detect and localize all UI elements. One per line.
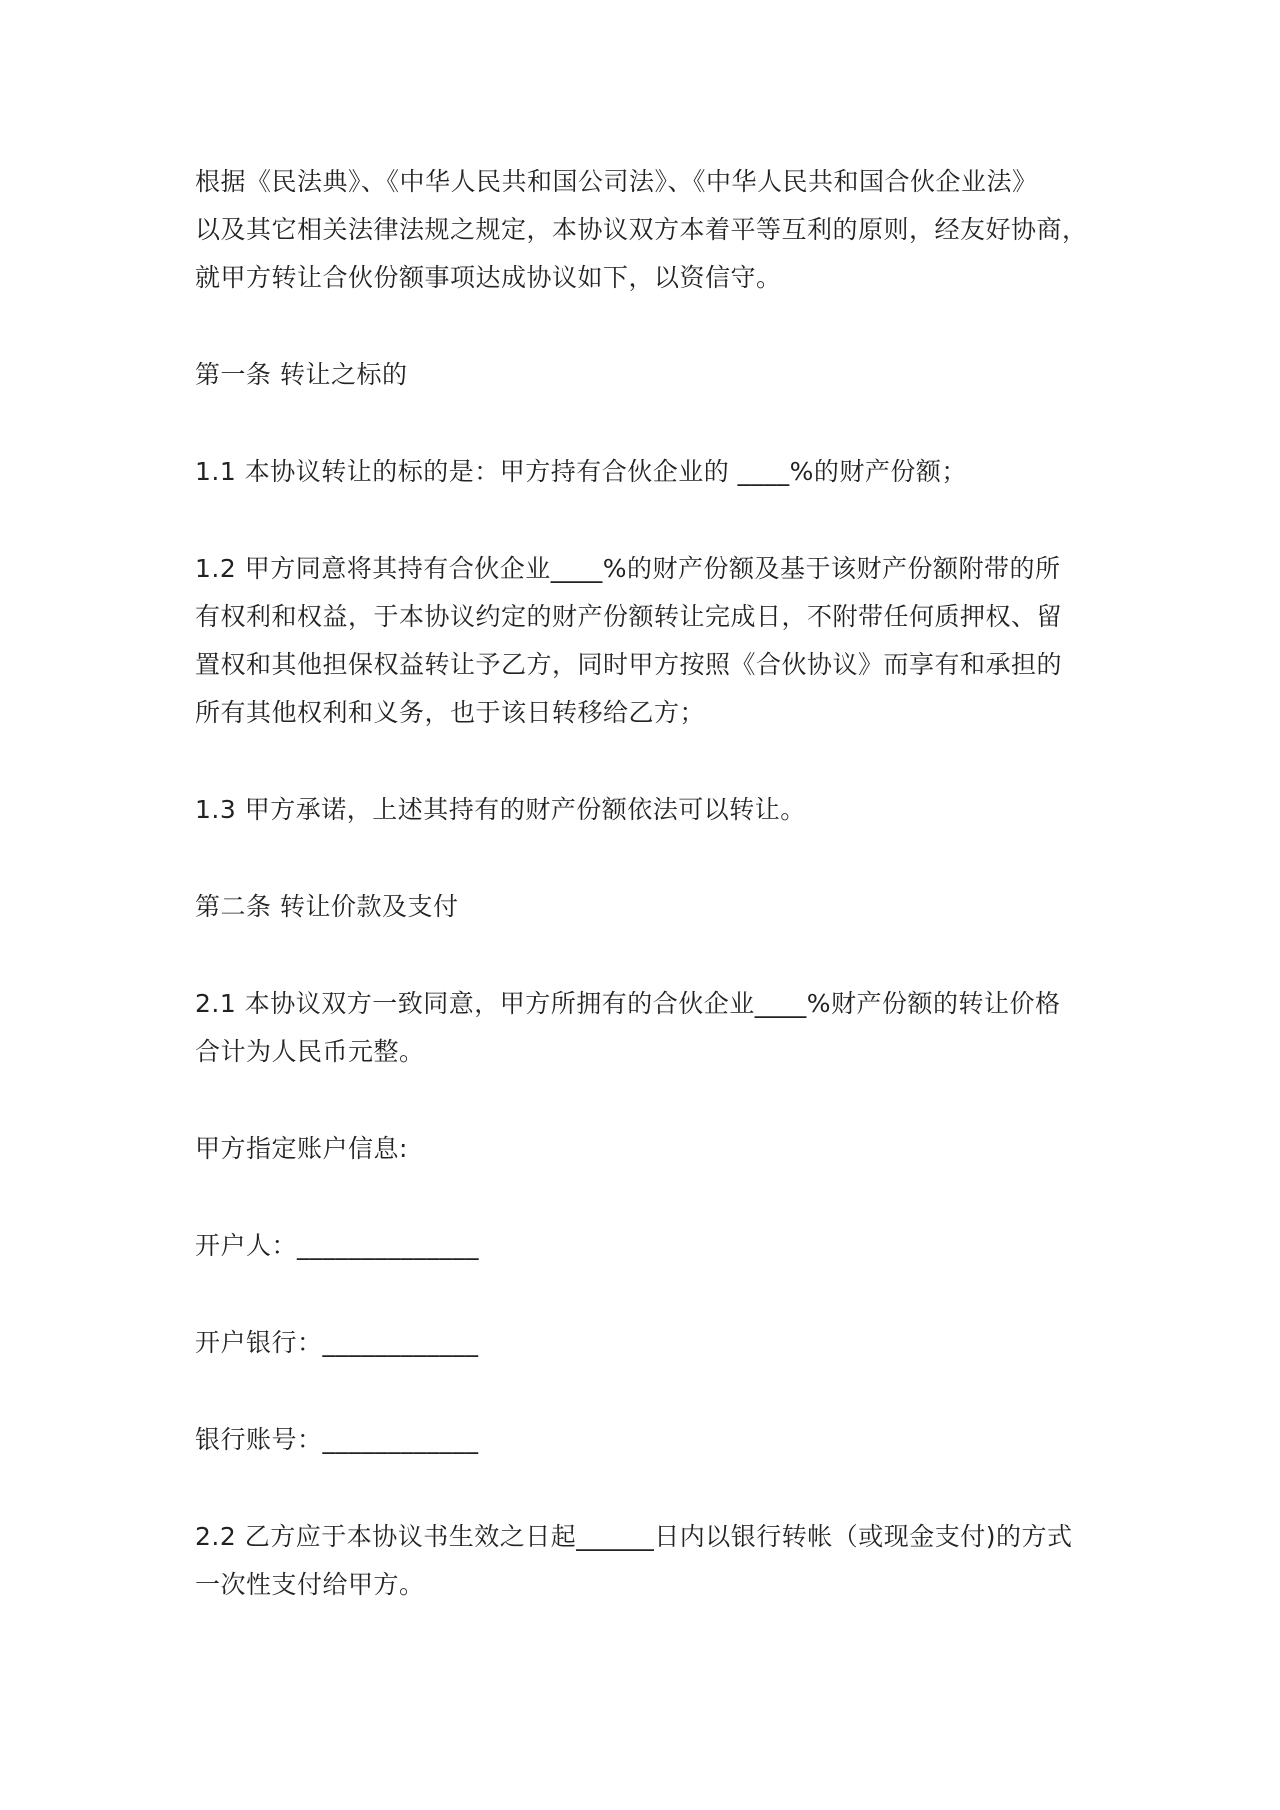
text-line: 2.2 乙方应于本协议书生效之日起______日内以银行转帐（或现金支付)的方式 <box>195 1522 1073 1551</box>
bank-name-field <box>195 1319 1095 1367</box>
text-line: 就甲方转让合伙份额事项达成协议如下，以资信守。 <box>195 263 782 292</box>
text-line: 2.1 本协议双方一致同意，甲方所拥有的合伙企业____%财产份额的转让价格 <box>195 989 1061 1018</box>
account-info-label <box>195 1125 1095 1173</box>
text-line: 1.2 甲方同意将其持有合伙企业____%的财产份额及基于该财产份额附带的所 <box>195 554 1061 583</box>
clause-1-2 <box>195 545 1095 737</box>
article-1-heading <box>195 351 1095 399</box>
clause-1-1 <box>195 448 1095 496</box>
clause-1-3 <box>195 786 1095 834</box>
text-line: 1.3 甲方承诺，上述其持有的财产份额依法可以转让。 <box>195 795 806 824</box>
document-page <box>195 158 1095 1658</box>
text-line: 1.1 本协议转让的标的是：甲方持有合伙企业的 ____%的财产份额； <box>195 457 967 486</box>
text-line: 开户人：______________ <box>195 1231 480 1260</box>
text-line: 合计为人民币元整。 <box>195 1037 425 1066</box>
text-line: 银行账号：____________ <box>195 1425 479 1454</box>
text-line: 根据《民法典》、《中华人民共和国公司法》、《中华人民共和国合伙企业法》 <box>195 167 1038 196</box>
text-line: 甲方指定账户信息: <box>195 1134 408 1163</box>
clause-2-1 <box>195 980 1095 1076</box>
text-line: 置权和其他担保权益转让予乙方，同时甲方按照《合伙协议》而享有和承担的 <box>195 650 1063 679</box>
text-line: 以及其它相关法律法规之规定，本协议双方本着平等互利的原则，经友好协商， <box>195 215 1088 244</box>
text-line: 所有其他权利和义务，也于该日转移给乙方； <box>195 698 706 727</box>
heading-text: 第一条 转让之标的 <box>195 360 408 389</box>
text-line: 有权利和权益，于本协议约定的财产份额转让完成日，不附带任何质押权、留 <box>195 602 1063 631</box>
preamble-paragraph <box>195 158 1095 302</box>
clause-2-2 <box>195 1513 1095 1609</box>
account-holder-field <box>195 1222 1095 1270</box>
article-2-heading <box>195 883 1095 931</box>
text-line: 一次性支付给甲方。 <box>195 1570 425 1599</box>
heading-text: 第二条 转让价款及支付 <box>195 892 459 921</box>
text-line: 开户银行：____________ <box>195 1328 479 1357</box>
bank-account-field <box>195 1416 1095 1464</box>
